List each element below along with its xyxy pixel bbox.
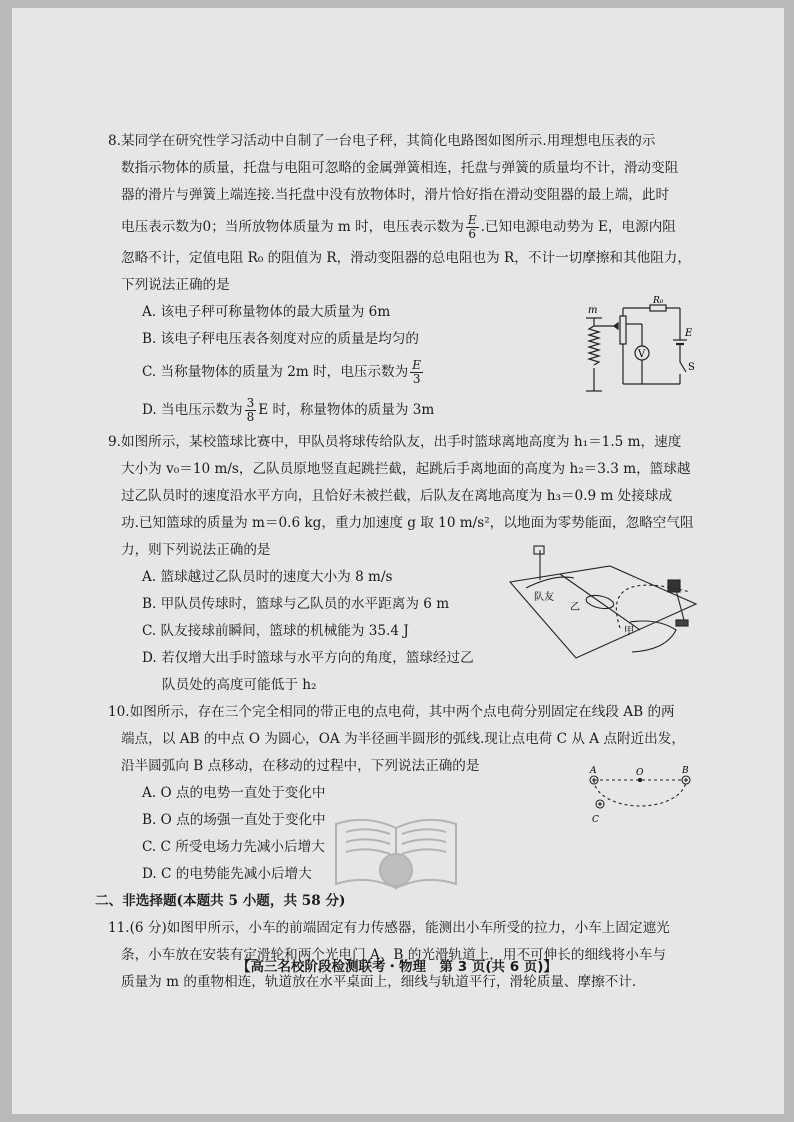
q8-line — [108, 209, 728, 245]
q9-option-d-cont: 队员处的高度可能低于 h₂ — [162, 677, 317, 693]
q9-option-b: B. 甲队员传球时，篮球与乙队员的水平距离为 6 m — [142, 596, 450, 612]
q8-option-c-fraction — [410, 359, 423, 386]
fig-label-m: m — [588, 305, 598, 316]
q10-option-a: A. O 点的电势一直处于变化中 — [142, 785, 326, 801]
q9-line: 功.已知篮球的质量为 m＝0.6 kg，重力加速度 g 取 10 m/s²，以地面为零势能面，忽略空气阻 — [121, 515, 694, 531]
q10-option-c: C. C 所受电场力先减小后增大 — [142, 839, 325, 855]
q8-line: 下列说法正确的是 — [121, 277, 230, 293]
q11-line: 条，小车放在安装有定滑轮和两个光电门 A、B 的光滑轨道上，用不可伸长的细线将小车与 — [121, 947, 667, 963]
fig-label-a: A — [590, 766, 597, 776]
q8-option-c-num: E — [412, 358, 422, 372]
q11-line: 质量为 m 的重物相连，轨道放在水平桌面上，细线与轨道平行，滑轮质量、摩擦不计. — [121, 974, 637, 990]
fig-label-o: O — [636, 768, 644, 778]
q9-line: 力，则下列说法正确的是 — [121, 542, 271, 558]
q9-line: 过乙队员时的速度沿水平方向，且恰好未被拦截，后队友在离地高度为 h₃＝0.9 m 处接球成 — [121, 488, 673, 504]
q8-option-d-fraction — [245, 397, 257, 424]
q8-option-c-den: 3 — [412, 372, 421, 386]
q8-option-d-text: D. 当电压示数为 — [142, 402, 243, 418]
q8-text: .已知电源电动势为 E，电源内阻 — [480, 219, 676, 235]
fig-label-jia: 甲 — [624, 626, 634, 637]
q8-option-b: B. 该电子秤电压表各刻度对应的质量是均匀的 — [142, 331, 419, 347]
q8-line: 器的滑片与弹簧上端连接.当托盘中没有放物体时，滑片恰好指在滑动变阻器的最上端，此时 — [121, 187, 670, 203]
fig-label-yi: 乙 — [570, 602, 580, 613]
q8-fraction — [466, 214, 479, 241]
q8-line: 忽略不计，定值电阻 R₀ 的阻值为 R，滑动变阻器的总电阻也为 R，不计一切摩擦和其他阻力， — [121, 250, 691, 266]
q8-fraction-den: 6 — [468, 227, 477, 241]
q9-option-a: A. 篮球越过乙队员时的速度大小为 8 m/s — [142, 569, 393, 585]
fig-label-s: S — [688, 362, 695, 373]
fig-label-teammate: 队友 — [534, 592, 554, 603]
fig-label-r0: R₀ — [653, 296, 664, 306]
q10-option-d: D. C 的电势能先减小后增大 — [142, 866, 312, 882]
q10-option-b: B. O 点的场强一直处于变化中 — [142, 812, 326, 828]
q11-line: 11.(6 分)如图甲所示，小车的前端固定有力传感器，能测出小车所受的拉力，小车上固定遮光 — [108, 920, 670, 936]
book-logo-watermark-icon — [326, 808, 466, 904]
q8-line: 数指示物体的质量，托盘与电阻可忽略的金属弹簧相连，托盘与弹簧的质量均不计，滑动变阻 — [121, 160, 679, 176]
q8-option-a: A. 该电子秤可称量物体的最大质量为 6m — [142, 304, 391, 320]
q8-option-d-den: 8 — [246, 410, 255, 424]
q8-option-d-num: 3 — [246, 396, 255, 410]
basketball-court-diagram — [500, 544, 700, 664]
q8-fraction-num: E — [467, 213, 477, 227]
q9-option-d: D. 若仅增大出手时篮球与水平方向的角度，篮球经过乙 — [142, 650, 474, 666]
fig-label-e: E — [685, 328, 693, 339]
q10-line: 沿半圆弧向 B 点移动，在移动的过程中，下列说法正确的是 — [121, 758, 480, 774]
q8-line: 8.某同学在研究性学习活动中自制了一台电子秤，其简化电路图如图所示.用理想电压表的示 — [108, 133, 656, 149]
section-2-title: 二、非选择题(本题共 5 小题，共 58 分) — [95, 893, 346, 909]
q9-line: 9.如图所示，某校篮球比赛中，甲队员将球传给队友，出手时篮球离地高度为 h₁＝1.5 m，速度 — [108, 434, 682, 450]
q10-line: 端点，以 AB 的中点 O 为圆心，OA 为半径画半圆形的弧线.现让点电荷 C 从 A 点附近出发， — [121, 731, 685, 747]
charges-semicircle-diagram — [582, 766, 694, 828]
q8-option-c-text: C. 当称量物体的质量为 2m 时，电压示数为 — [142, 364, 409, 380]
q8-option-d-text: E 时，称量物体的质量为 3m — [258, 402, 435, 418]
fig-label-v: V — [638, 349, 646, 360]
fig-label-c: C — [592, 815, 599, 825]
q8-text: 电压表示数为0；当所放物体质量为 m 时，电压表示数为 — [121, 219, 464, 235]
page-footer: 【高三名校阶段检测联考・物理 第 3 页(共 6 页)】 — [237, 959, 557, 975]
circuit-diagram — [572, 296, 702, 406]
q9-line: 大小为 v₀＝10 m/s，乙队员原地竖直起跳拦截，起跳后手离地面的高度为 h₂＝3.3 m，篮球越 — [121, 461, 691, 477]
fig-label-b: B — [682, 766, 689, 776]
q10-line: 10.如图所示，存在三个完全相同的带正电的点电荷，其中两个点电荷分别固定在线段 AB 的两 — [108, 704, 675, 720]
q9-option-c: C. 队友接球前瞬间，篮球的机械能为 35.4 J — [142, 623, 409, 639]
